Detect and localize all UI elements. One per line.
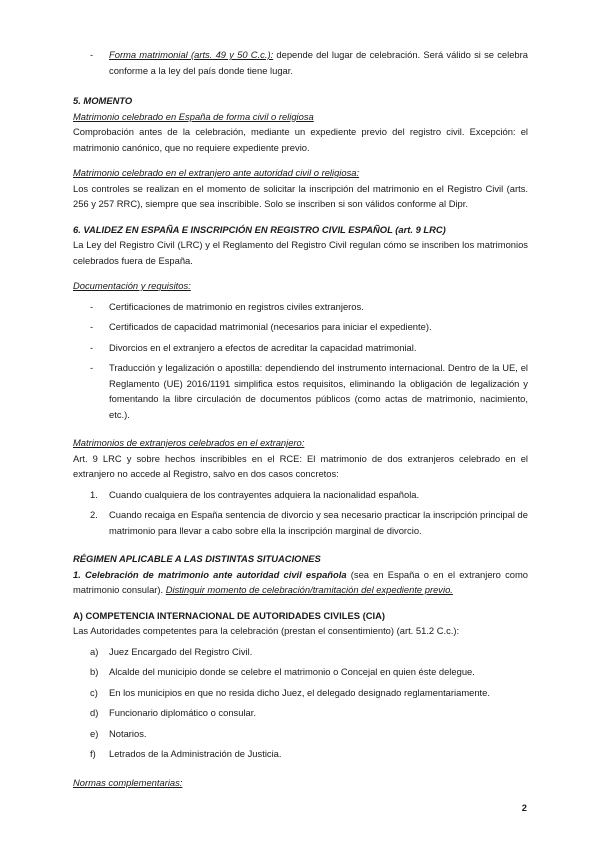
cases-list: [73, 487, 528, 539]
list-marker: b): [90, 666, 99, 677]
list-item: [73, 340, 528, 356]
list-item-text: Certificaciones de matrimonio en registros civiles extranjeros.: [109, 300, 364, 312]
list-marker: -: [90, 341, 94, 353]
list-marker: -: [90, 49, 94, 60]
list-marker: 2.: [90, 509, 98, 520]
list-item-text: Alcalde del municipio donde se celebre el matrimonio o Concejal en quien éste delegue.: [109, 666, 475, 677]
list-item: [73, 487, 528, 503]
subsection-title: Matrimonios de extranjeros celebrados en el extranjero:: [73, 437, 305, 448]
subsection-title: Documentación y requisitos:: [73, 280, 191, 291]
paragraph: Las Autoridades competentes para la celebración (prestan el consentimiento) (art. 51.2 C.c.):: [73, 625, 460, 636]
list-item: [73, 746, 528, 762]
list-item: [73, 360, 528, 422]
forma-list: [73, 47, 528, 78]
list-marker: -: [90, 362, 94, 373]
paragraph: Art. 9 LRC y sobre hechos inscribibles en el RCE: El matrimonio de dos extranjeros celebrado en el extranjero no accede al Registro, salvo en dos casos concretos:: [73, 452, 528, 479]
cia-heading: A) COMPETENCIA INTERNACIONAL DE AUTORIDADES CIVILES (CIA): [73, 609, 385, 621]
authorities-list: [73, 644, 528, 762]
paragraph: [73, 567, 528, 598]
list-marker: c): [90, 686, 98, 698]
paragraph: Los controles se realizan en el momento de solicitar la inscripción del matrimonio en el Registro Civil (arts. 256 y 257 RRC), siempre que sea inscribible. Solo se inscriben si son válidos conforme al Dipr.: [73, 182, 528, 209]
list-marker: -: [90, 321, 94, 332]
regimen-bold-lead: 1. Celebración de matrimonio ante autoridad civil española: [73, 568, 347, 580]
list-marker: a): [90, 645, 99, 657]
regimen-underline: Distinguir momento de celebración/tramitación del expediente previo.: [165, 584, 453, 595]
list-marker: d): [90, 707, 99, 718]
regimen-text: (sea en España o en el extranjero como matrimonio consular).: [73, 568, 528, 595]
list-item: [73, 726, 528, 742]
list-marker: f): [90, 748, 96, 759]
list-item: [73, 664, 528, 680]
list-item-text: Certificados de capacidad matrimonial (necesarios para iniciar el expediente).: [109, 321, 432, 332]
regimen-heading: RÉGIMEN APLICABLE A LAS DISTINTAS SITUACIONES: [73, 553, 321, 564]
paragraph: Comprobación antes de la celebración, mediante un expediente previo del registro civil. Excepción: el matrimonio canónico, que no requiere expediente previo.: [73, 126, 528, 153]
list-item: [73, 644, 528, 660]
section-5-heading: 5. MOMENTO: [73, 95, 133, 106]
list-item-text: En los municipios en que no resida dicho Juez, el delegado designado reglamentariamente.: [109, 686, 490, 698]
list-item-text: Notarios.: [109, 727, 147, 739]
list-item: [73, 507, 528, 538]
list-item-text: Traducción y legalización o apostilla: dependiendo del instrumento internacional. Dentro de la UE, el Reglamento (UE) 2016/1191 simplifica estos requisitos, eliminando la obligación de legalización y fomentando la libre circulación de documentos públicos (como actas de matrimonio, nacimiento, etc.).: [109, 362, 528, 420]
list-item-text: Cuando recaiga en España sentencia de divorcio y sea necesario practicar la inscripción principal de matrimonio para llevar a cabo sobre ella la inscripción marginal de divorcio.: [109, 509, 528, 536]
list-item: [73, 299, 528, 315]
subsection-title: Matrimonio celebrado en el extranjero ante autoridad civil o religiosa:: [73, 167, 360, 178]
subsection-title: Normas complementarias:: [73, 776, 183, 788]
paragraph: La Ley del Registro Civil (LRC) y el Reglamento del Registro Civil regulan cómo se inscriben los matrimonios celebrados fuera de España.: [73, 239, 528, 266]
list-item-text: Funcionario diplomático o consular.: [109, 707, 256, 718]
list-item-text: depende del lugar de celebración. Será válido si se celebra conforme a la ley del país donde tiene lugar.: [109, 49, 528, 76]
subsection-title: Matrimonio celebrado en España de forma civil o religiosa: [73, 110, 314, 122]
list-marker: e): [90, 727, 99, 739]
list-marker: 1.: [90, 488, 98, 500]
page-number: 2: [521, 802, 527, 813]
page-content: [73, 47, 528, 790]
list-item-text: Divorcios en el extranjero a efectos de acreditar la capacidad matrimonial.: [109, 341, 417, 353]
list-item-text: Cuando cualquiera de los contrayentes adquiera la nacionalidad española.: [109, 488, 420, 500]
list-item: [73, 47, 528, 78]
list-item: [73, 685, 528, 701]
list-item-title: Forma matrimonial (arts. 49 y 50 C.c.):: [109, 49, 274, 60]
list-item-text: Juez Encargado del Registro Civil.: [109, 645, 253, 657]
list-marker: -: [90, 300, 94, 312]
list-item: [73, 319, 528, 335]
list-item: [73, 705, 528, 721]
documents-list: [73, 299, 528, 423]
section-6-heading: 6. VALIDEZ EN ESPAÑA E INSCRIPCIÓN EN REGISTRO CIVIL ESPAÑOL (art. 9 LRC): [73, 223, 446, 235]
list-item-text: Letrados de la Administración de Justicia.: [109, 748, 282, 759]
